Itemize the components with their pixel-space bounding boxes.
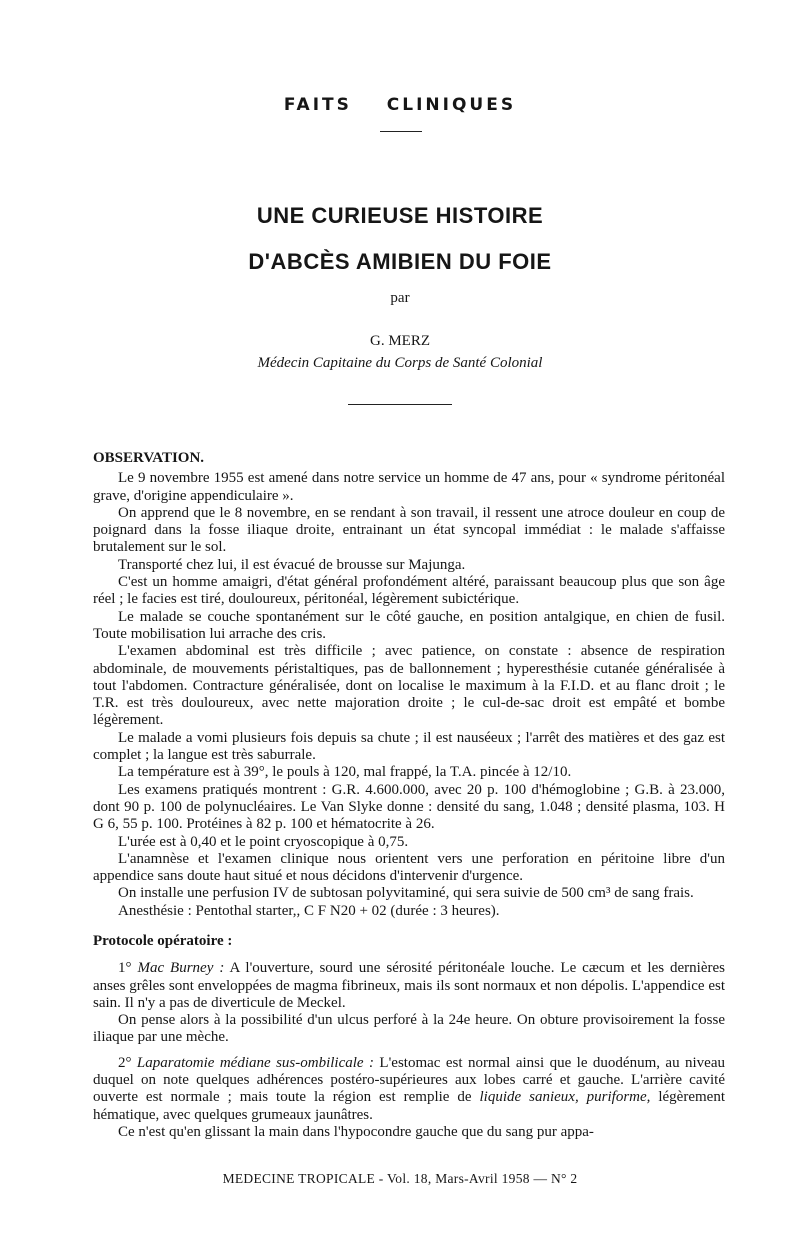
observation-paragraph: Les examens pratiqués montrent : G.R. 4.600.000, avec 20 p. 100 d'hémoglobine ; G.B. à 23.000, dont 90 p. 100 de polynucléaires. Le Van Slyke donne : densité du sang, 1.048 ; densité plasma, 103. H G 6, 55 p. 100. Protéines à 82 p. 100 et hématocrite à 26. <box>93 781 725 833</box>
step-text: A l'ouverture, sourd une sérosité péritonéale louche. Le cæcum et les dernières anses grêles sont enveloppées de magma fibrineux, mais ils sont normaux et non dépolis. L'appendice est sain. Il n'y a pas de diverticule de Meckel. <box>93 960 725 1011</box>
step-text: légèrement hématique, avec quelques grumeaux jaunâtres. <box>93 1089 725 1123</box>
section-divider <box>380 131 422 132</box>
protocole-heading: Protocole opératoire : <box>93 933 233 949</box>
observation-paragraph: On apprend que le 8 novembre, en se rendant à son travail, il ressent une atroce douleur en coup de poignard dans la fosse iliaque droite, entrainant un état syncopal immédiat : le malade s'affaisse brutalement sur le sol. <box>93 504 725 556</box>
journal-footer: MEDECINE TROPICALE - Vol. 18, Mars-Avril 1958 — N° 2 <box>222 1171 578 1186</box>
observation-paragraph: Le 9 novembre 1955 est amené dans notre service un homme de 47 ans, pour « syndrome péritonéal grave, d'origine appendiculaire ». <box>93 470 725 504</box>
observation-paragraph: Le malade a vomi plusieurs fois depuis sa chute ; il est nauséeux ; l'arrêt des matières et des gaz est complet ; la langue est très saburrale. <box>93 729 725 764</box>
protocole-paragraph-3 <box>93 1055 725 1124</box>
protocole-paragraph-4: Ce n'est qu'en glissant la main dans l'hypocondre gauche que du sang pur appa- <box>118 1123 594 1140</box>
observation-heading: OBSERVATION. <box>93 450 205 466</box>
article-title-line-1: UNE CURIEUSE HISTOIRE <box>256 203 544 228</box>
observation-paragraph: Anesthésie : Pentothal starter,, C F N20 + 02 (durée : 3 heures). <box>118 902 500 919</box>
step-title: Laparatomie médiane sus-ombilicale : <box>136 1054 374 1071</box>
step-number: 2° <box>118 1054 137 1071</box>
author-name: G. MERZ <box>370 333 430 349</box>
observation-paragraph: Le malade se couche spontanément sur le côté gauche, en position antalgique, en chien de fusil. Toute mobilisation lui arrache des cris. <box>93 608 725 642</box>
observation-paragraph: La température est à 39°, le pouls à 120, mal frappé, la T.A. pincée à 12/10. <box>118 764 572 781</box>
emphasis-text: liquide sanieux, puriforme, <box>479 1089 651 1106</box>
observation-paragraph: L'urée est à 0,40 et le point cryoscopique à 0,75. <box>118 833 409 850</box>
observation-paragraph: L'examen abdominal est très difficile ; avec patience, on constate : absence de respiration abdominale, de mouvements péristaltiques, pas de ballonnement ; hyperesthésie cutanée généralisée à tout l'abdomen. Contracture généralisée, dont on localise le maximum à la F.I.D. et au flanc droit ; le T.R. est très douloureux, avec nette majoration droite ; le cul-de-sac droit est empâté et bombe légèrement. <box>93 643 725 729</box>
step-text: L'estomac est normal ainsi que le duodénum, au niveau duquel on note quelques adhérences postéro-supérieures aux lobes carré et gauche. L'arrière cavité ouverte est normale ; mais toute la région est remplie de <box>93 1054 725 1106</box>
protocole-paragraph-1 <box>93 960 725 1012</box>
observation-section <box>93 450 725 920</box>
observation-paragraph: Transporté chez lui, il est évacué de brousse sur Majunga. <box>118 556 466 573</box>
article-title-line-2: D'ABCÈS AMIBIEN DU FOIE <box>248 249 552 274</box>
title-divider <box>348 404 452 405</box>
section-heading: FAITS CLINIQUES <box>283 95 517 115</box>
protocole-paragraph-2: On pense alors à la possibilité d'un ulcus perforé à la 24e heure. On obture provisoirement la fosse iliaque par une mèche. <box>93 1012 725 1046</box>
step-number: 1° <box>118 960 138 977</box>
author-affiliation: Médecin Capitaine du Corps de Santé Colonial <box>257 355 543 371</box>
protocole-section <box>93 933 725 1141</box>
observation-paragraph: On installe une perfusion IV de subtosan polyvitaminé, qui sera suivie de 500 cm³ de sang frais. <box>118 885 694 902</box>
byline-par: par <box>390 290 410 306</box>
observation-paragraph: C'est un homme amaigri, d'état général profondément altéré, paraissant beaucoup plus que son âge réel ; le facies est tiré, douloureux, péritonéal, légèrement subictérique. <box>93 574 725 608</box>
observation-paragraph: L'anamnèse et l'examen clinique nous orientent vers une perforation en péritoine libre d'un appendice sans doute haut situé et nous décidons d'intervenir d'urgence. <box>93 850 725 885</box>
step-title: Mac Burney : <box>137 960 225 977</box>
